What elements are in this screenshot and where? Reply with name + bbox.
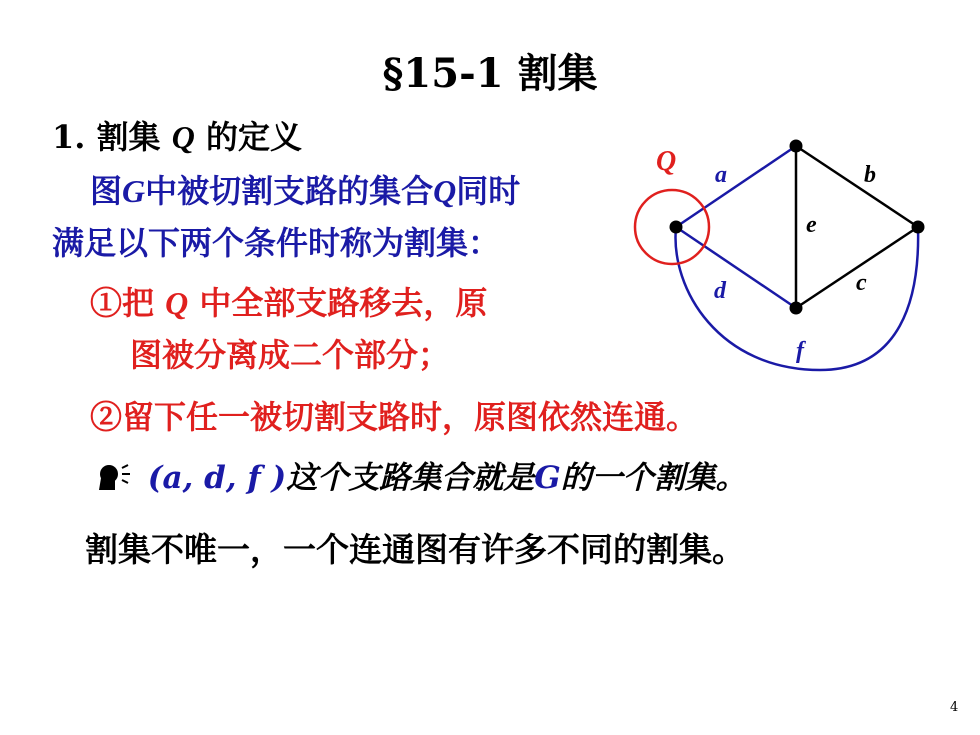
node-top <box>790 140 803 153</box>
definition-line-1 <box>90 166 520 212</box>
definition-text: 同时 <box>456 172 521 210</box>
edge-label-b: b <box>864 162 876 188</box>
edge-label-c: c <box>856 270 867 296</box>
example-var-g: G <box>534 460 561 496</box>
definition-text: 图 <box>90 172 123 210</box>
heading-var-q: Q <box>171 119 195 155</box>
edge-label-a: a <box>715 162 727 188</box>
example-text: 这个支路集合就是 <box>286 460 535 496</box>
edge-a <box>676 146 796 227</box>
note-text: 割集不唯一，一个连通图有许多不同的割集。 <box>85 530 745 569</box>
slide-title: §15-1 割集 <box>382 50 598 97</box>
node-bottom <box>790 302 803 315</box>
example-set: (a, d, f ) <box>147 460 287 496</box>
page-number: 4 <box>950 700 959 715</box>
edge-label-f: f <box>796 338 804 364</box>
cutset-graph <box>620 130 950 380</box>
condition-1-line-2: 图被分离成二个部分； <box>130 336 451 374</box>
condition-text: ①把 <box>90 284 166 322</box>
edge-label-d: d <box>714 278 726 304</box>
speaker-icon <box>95 462 137 492</box>
section-heading <box>52 112 302 158</box>
node-left <box>670 221 683 234</box>
example-line <box>95 452 747 497</box>
definition-line-2: 满足以下两个条件时称为割集： <box>52 224 501 262</box>
edge-label-e: e <box>806 212 817 238</box>
node-right <box>912 221 925 234</box>
example-text: 的一个割集。 <box>560 460 747 496</box>
definition-text: 中被切割支路的集合 <box>145 172 434 210</box>
definition-var-q: Q <box>433 173 457 209</box>
edge-d <box>676 227 796 308</box>
cutset-label-q: Q <box>656 146 677 177</box>
condition-2: ②留下任一被切割支路时，原图依然连通。 <box>90 398 699 436</box>
definition-var-g: G <box>122 173 146 209</box>
condition-1-line-1 <box>90 278 487 324</box>
condition-var-q: Q <box>165 285 189 321</box>
heading-prefix: 1. 割集 <box>52 118 172 156</box>
condition-text: 中全部支路移去，原 <box>188 284 488 322</box>
heading-suffix: 的定义 <box>194 118 302 156</box>
